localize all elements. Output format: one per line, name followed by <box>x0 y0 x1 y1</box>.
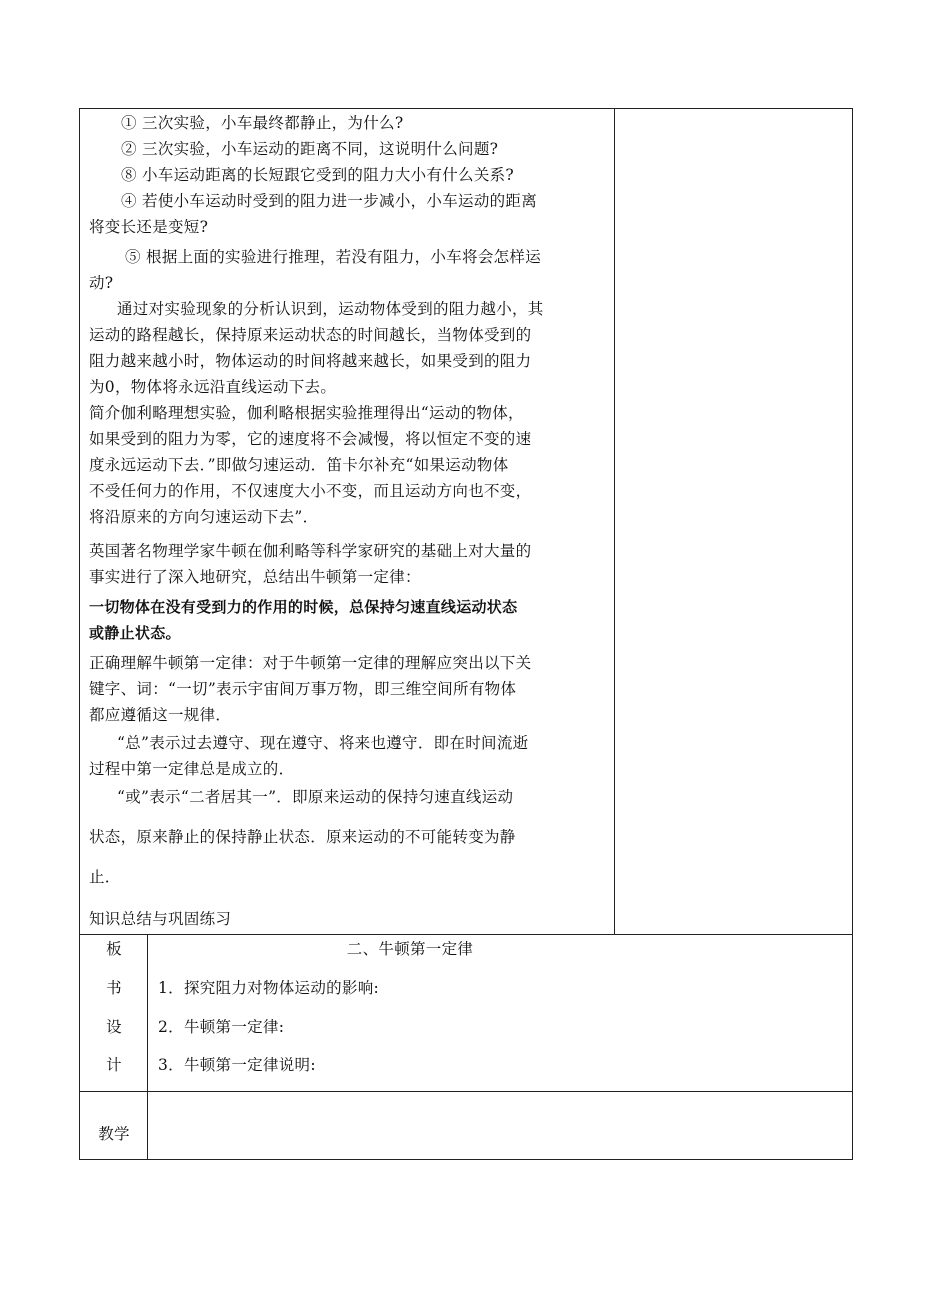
understanding-paragraph-line: 键字、词：“一切”表示宇宙间万事万物，即三维空间所有物体 <box>89 680 517 698</box>
divider-board-label <box>147 934 148 1160</box>
galileo-paragraph-line: 如果受到的阻力为零，它的速度将不会减慢，将以恒定不变的速 <box>89 430 532 448</box>
board-item: 2．牛顿第一定律: <box>158 1018 285 1036</box>
question-5: ⑤ 根据上面的实验进行推理，若没有阻力，小车将会怎样运 <box>125 248 542 266</box>
divider-board-top <box>79 934 853 935</box>
first-law-statement-cont: 或静止状态。 <box>89 624 181 642</box>
question-3: ⑧ 小车运动距离的长短跟它受到的阻力大小有什么关系? <box>121 166 515 184</box>
analysis-paragraph-line: 通过对实验现象的分析认识到，运动物体受到的阻力越小，其 <box>117 300 544 318</box>
analysis-paragraph-line: 为0，物体将永远沿直线运动下去。 <box>89 378 337 396</box>
analysis-paragraph-line: 运动的路程越长，保持原来运动状态的时间越长，当物体受到的 <box>89 326 532 344</box>
board-label-char: 板 <box>106 940 122 958</box>
question-2: ② 三次实验，小车运动的距离不同，这说明什么问题? <box>121 140 499 158</box>
newton-paragraph-line: 事实进行了深入地研究，总结出牛顿第一定律： <box>89 568 421 586</box>
galileo-paragraph-line: 将沿原来的方向匀速运动下去”． <box>89 508 319 526</box>
board-label-char: 计 <box>106 1056 122 1074</box>
question-5-cont: 动? <box>89 274 114 292</box>
board-item: 1．探究阻力对物体运动的影响: <box>158 979 380 997</box>
board-label-char: 设 <box>106 1018 122 1036</box>
analysis-paragraph-line: 阻力越来越小时，物体运动的时间将越来越长，如果受到的阻力 <box>89 352 532 370</box>
or-paragraph-line: “或”表示“二者居其一”．即原来运动的保持匀速直线运动 <box>117 788 514 806</box>
newton-paragraph-line: 英国著名物理学家牛顿在伽利略等科学家研究的基础上对大量的 <box>89 542 532 560</box>
galileo-paragraph-line: 不受任何力的作用，不仅速度大小不变，而且运动方向也不变， <box>89 482 532 500</box>
divider-reflection-top <box>79 1091 853 1092</box>
board-item: 3．牛顿第一定律说明: <box>158 1056 316 1074</box>
question-4: ④ 若使小车运动时受到的阻力进一步减小，小车运动的距离 <box>121 192 538 210</box>
first-law-statement: 一切物体在没有受到力的作用的时候，总保持匀速直线运动状态 <box>89 598 518 616</box>
summary-heading: 知识总结与巩固练习 <box>89 910 232 928</box>
or-paragraph-line: 状态，原来静止的保持静止状态．原来运动的不可能转变为静 <box>89 828 516 846</box>
always-paragraph-line: 过程中第一定律总是成立的． <box>89 760 295 778</box>
galileo-paragraph-line: 简介伽利略理想实验，伽利略根据实验推理得出“运动的物体， <box>89 404 524 422</box>
or-paragraph-line: 止． <box>89 868 121 886</box>
border-right <box>852 108 853 1160</box>
understanding-paragraph-line: 都应遵循这一规律． <box>89 706 232 724</box>
reflection-label: 教学 <box>98 1125 130 1143</box>
question-4-cont: 将变长还是变短? <box>89 218 209 236</box>
understanding-paragraph-line: 正确理解牛顿第一定律：对于牛顿第一定律的理解应突出以下关 <box>89 654 532 672</box>
border-left <box>79 108 80 1160</box>
divider-main-side <box>614 108 615 935</box>
question-1: ① 三次实验，小车最终都静止，为什么? <box>121 114 404 132</box>
always-paragraph-line: “总”表示过去遵守、现在遵守、将来也遵守．即在时间流逝 <box>117 734 529 752</box>
board-title: 二、牛顿第一定律 <box>346 940 474 958</box>
board-label-char: 书 <box>106 979 122 997</box>
galileo-paragraph-line: 度永远运动下去．”即做匀速运动．笛卡尔补充“如果运动物体 <box>89 456 509 474</box>
border-top <box>79 108 853 109</box>
border-bottom <box>79 1159 853 1160</box>
